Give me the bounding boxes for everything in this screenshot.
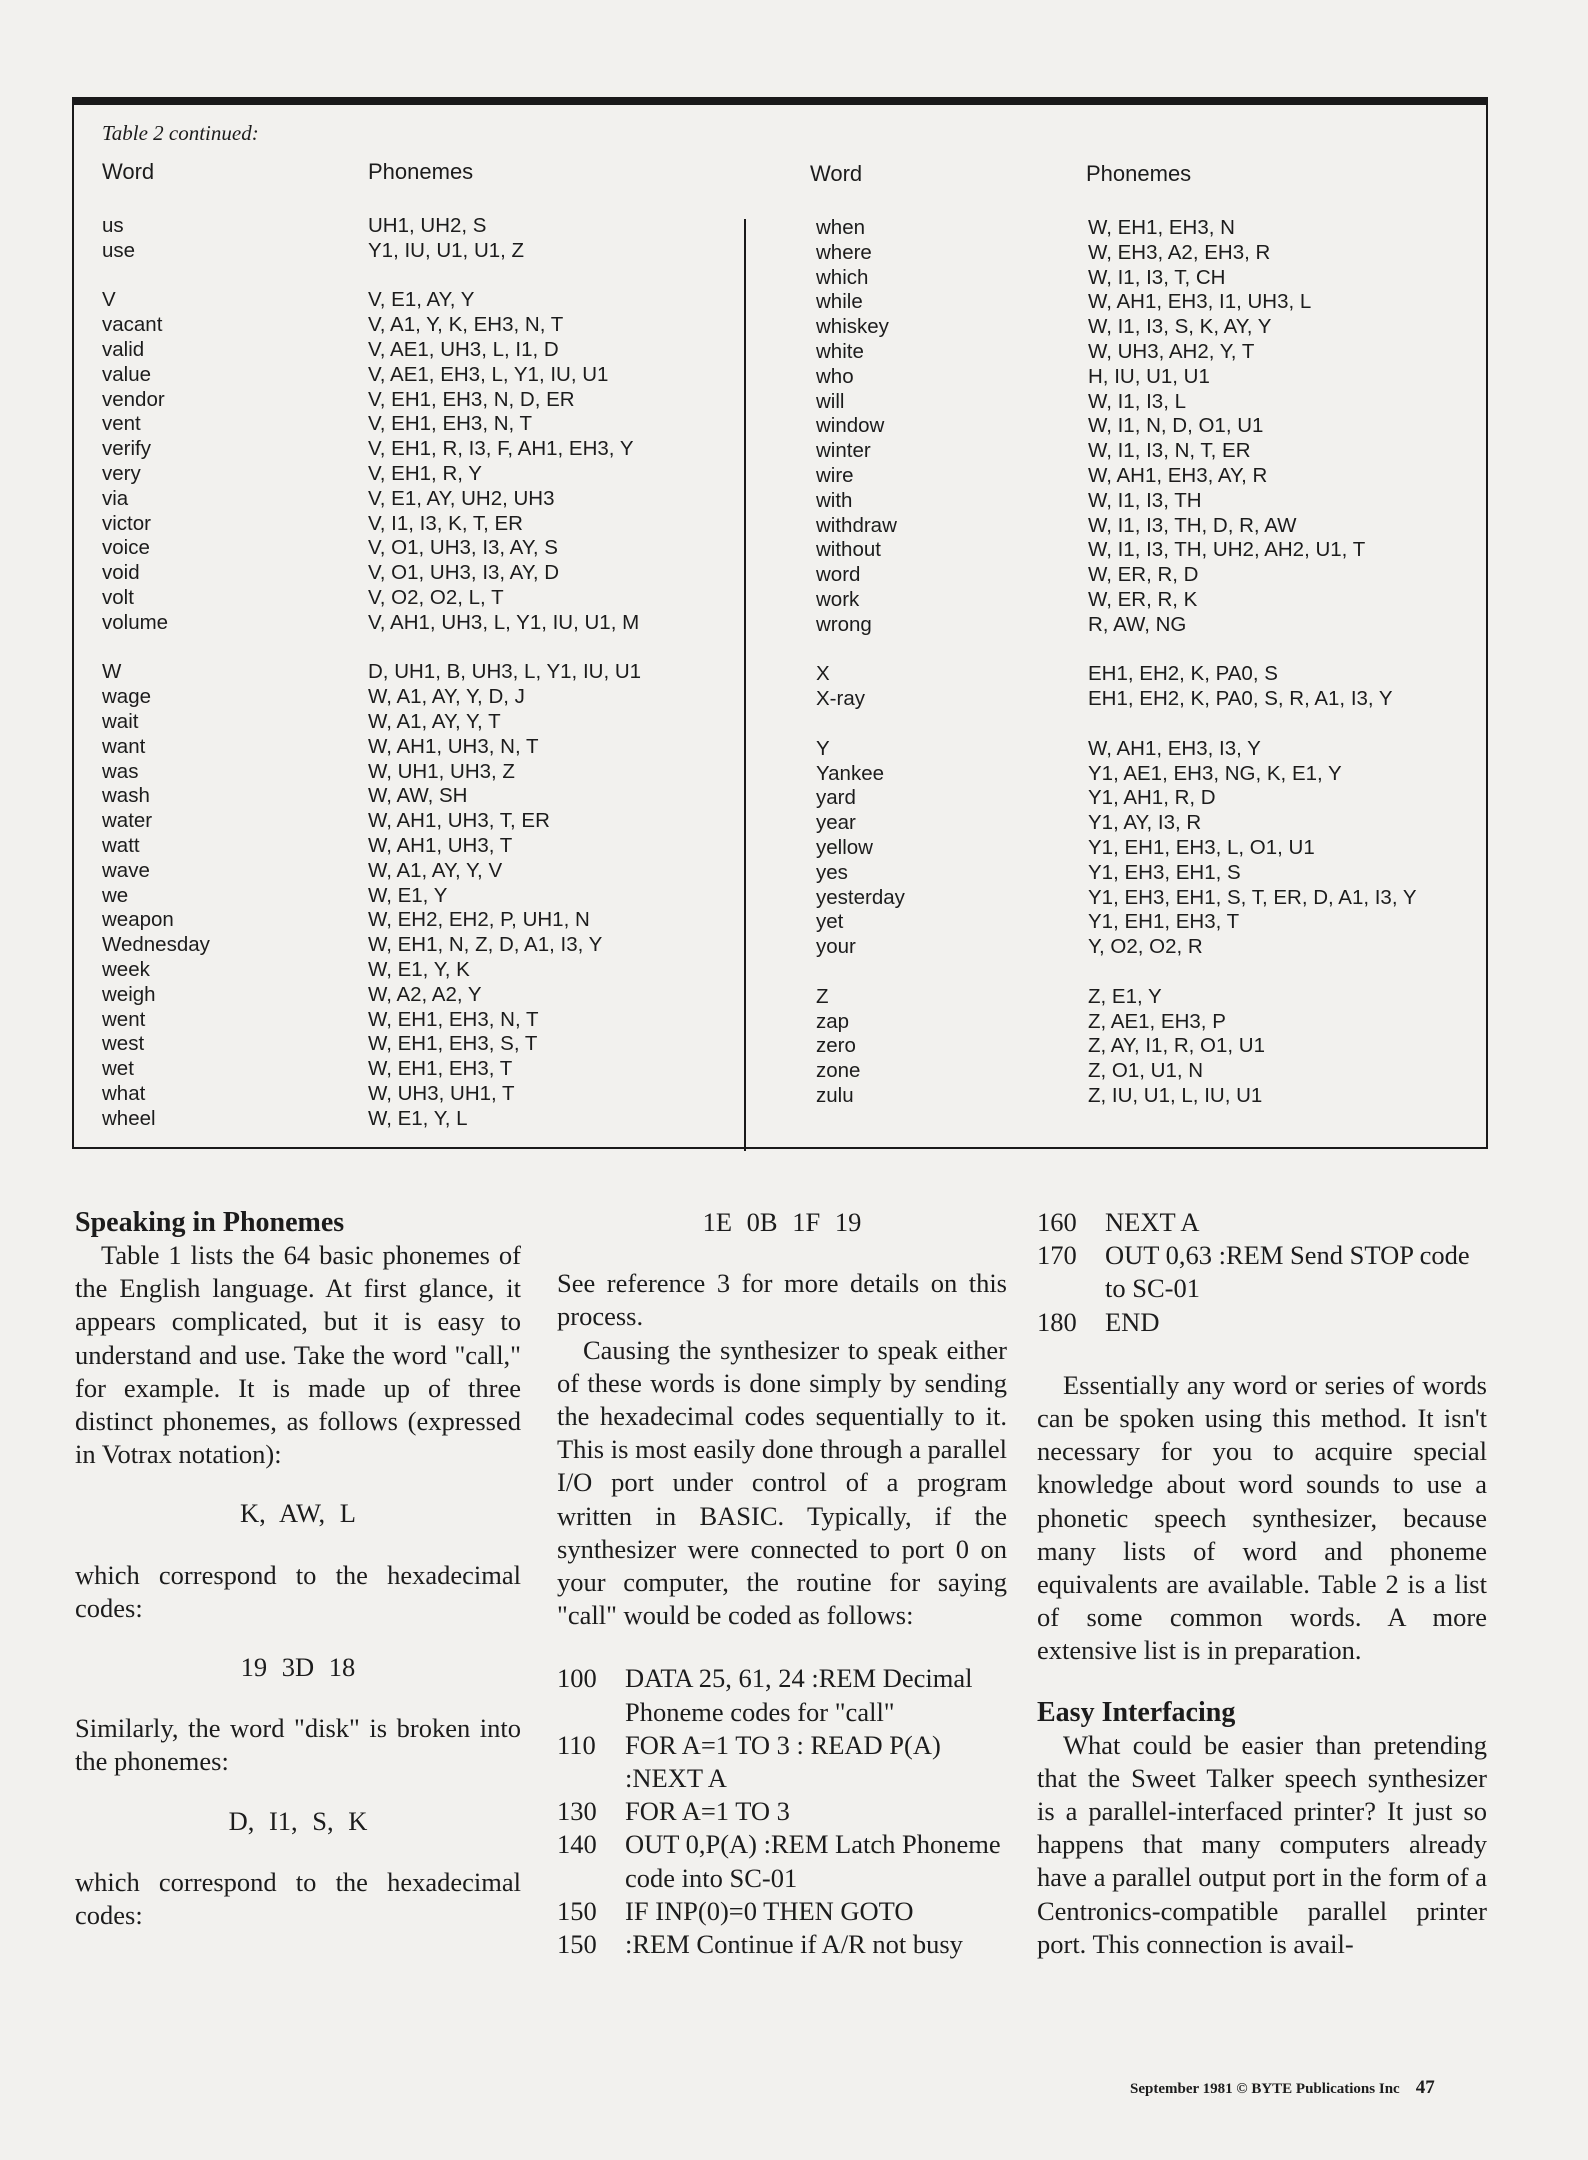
table-word: work	[816, 587, 860, 611]
table-phonemes: V, EH1, EH3, N, T	[368, 412, 533, 436]
table-phonemes: Y1, AE1, EH3, NG, K, E1, Y	[1088, 761, 1342, 785]
table-phonemes: W, ER, R, D	[1088, 563, 1199, 587]
table-word: white	[816, 339, 864, 363]
table-word: which	[816, 265, 869, 289]
group-spacer	[368, 264, 641, 289]
paragraph: Causing the synthesizer to speak either of these words is done simply by sending the hexadecimal codes sequentially to it. This is most easily done through a parallel I/O port under control of a program written in BASIC. Typically, if the synthesizer were connected to port 0 on your computer, the routine for saying "call" would be coded as follows:	[557, 1334, 1007, 1631]
table-word: void	[102, 561, 140, 585]
table-phonemes: Y1, EH3, EH1, S, T, ER, D, A1, I3, Y	[1088, 885, 1417, 909]
code-line	[557, 1828, 1007, 1894]
table-phonemes: W, AH1, EH3, I3, Y	[1088, 736, 1261, 760]
table-word: Z	[816, 984, 829, 1008]
table-word: what	[102, 1081, 146, 1105]
table-word: wave	[102, 858, 150, 882]
paragraph: which correspond to the hexadecimal codes:	[75, 1866, 521, 1931]
table-phonemes: V, EH1, R, Y	[368, 461, 482, 485]
table-word: year	[816, 811, 856, 835]
table-word: whiskey	[816, 315, 889, 339]
line-number: 110	[557, 1729, 596, 1760]
table-phonemes: Y1, EH1, EH3, T	[1088, 910, 1240, 934]
code-statement: FOR A=1 TO 3 : READ P(A) :NEXT A	[625, 1729, 941, 1794]
group-spacer	[102, 636, 210, 661]
group-spacer	[368, 636, 641, 661]
footer-credit: September 1981 © BYTE Publications Inc	[1130, 2081, 1400, 2097]
table-phonemes: V, AE1, UH3, L, I1, D	[368, 337, 559, 361]
table-word: verify	[102, 437, 151, 461]
table-word: vent	[102, 412, 141, 436]
page-footer	[1130, 2077, 1435, 2099]
table-phonemes: W, I1, I3, TH	[1088, 488, 1202, 512]
table-phonemes: W, I1, N, D, O1, U1	[1088, 414, 1264, 438]
group-spacer	[816, 960, 905, 985]
table-word: zap	[816, 1009, 850, 1033]
line-number: 130	[557, 1796, 597, 1827]
table-phonemes: W, I1, I3, TH, UH2, AH2, U1, T	[1088, 538, 1366, 562]
code-statement: OUT 0,P(A) :REM Latch Phoneme code into SC-01	[625, 1829, 1001, 1893]
paragraph: Table 1 lists the 64 basic phonemes of the English language. At first glance, it appears complicated, but it is easy to understand and use. Take the word "call," for example. It is made up of three distinct phonemes, as follows (expressed in Votrax notation):	[75, 1240, 521, 1470]
article-column-3	[1037, 1206, 1487, 1961]
table-phonemes: W, EH1, EH3, N	[1088, 216, 1235, 239]
table-word: zone	[816, 1059, 861, 1083]
hex-example: 1E 0B 1F 19	[702, 1207, 862, 1237]
table-word: while	[816, 290, 863, 314]
table-word: wet	[102, 1057, 134, 1081]
table-word: wash	[102, 784, 150, 808]
table-phonemes: Z, IU, U1, L, IU, U1	[1088, 1083, 1263, 1107]
table-word: went	[102, 1007, 146, 1031]
paragraph: See reference 3 for more details on this process.	[557, 1268, 1007, 1332]
line-number: 100	[557, 1663, 597, 1694]
line-number: 150	[557, 1895, 597, 1926]
table-phonemes: V, E1, AY, UH2, UH3	[368, 486, 555, 510]
table-word: wire	[816, 463, 854, 487]
page-number: 47	[1415, 2077, 1435, 2098]
table-word: word	[816, 563, 861, 587]
phoneme-table	[72, 97, 1488, 1149]
table-phonemes: W, EH1, EH3, T	[368, 1057, 513, 1081]
paragraph: Similarly, the word "disk" is broken into the phonemes:	[75, 1713, 521, 1777]
right-phoneme-column	[1088, 216, 1417, 1109]
table-word: X	[816, 662, 830, 686]
table-word: us	[102, 214, 124, 237]
table-word: when	[816, 216, 866, 239]
table-word: wait	[102, 709, 139, 733]
table-word: where	[816, 240, 872, 264]
table-phonemes: W, I1, I3, L	[1088, 389, 1186, 413]
code-line	[557, 1729, 1007, 1795]
table-word: winter	[816, 439, 871, 463]
table-phonemes: W, E1, Y, K	[368, 957, 470, 981]
table-phonemes: V, I1, I3, K, T, ER	[368, 511, 523, 535]
phoneme-example: D, I1, S, K	[228, 1805, 368, 1836]
code-statement: NEXT A	[1105, 1207, 1200, 1237]
table-word: Wednesday	[102, 933, 210, 957]
table-word: voice	[102, 536, 150, 560]
code-statement: END	[1105, 1306, 1160, 1337]
article-column-1	[75, 1206, 521, 1932]
table-phonemes: W, AH1, UH3, T, ER	[368, 809, 550, 833]
table-word: Yankee	[816, 761, 885, 785]
table-phonemes: Y1, EH1, EH3, L, O1, U1	[1088, 835, 1315, 859]
table-phonemes: V, O2, O2, L, T	[368, 585, 504, 609]
table-phonemes: W, I1, I3, N, T, ER	[1088, 439, 1251, 463]
line-number: 140	[557, 1829, 597, 1860]
code-line	[557, 1795, 1007, 1828]
code-line	[557, 1662, 1007, 1728]
section-heading-interfacing: Easy Interfacing	[1037, 1696, 1236, 1728]
table-word: yes	[816, 860, 848, 884]
table-word: volume	[102, 610, 169, 634]
table-phonemes: Z, E1, Y	[1088, 984, 1162, 1008]
table-word: watt	[102, 833, 140, 857]
table-phonemes: Y1, AH1, R, D	[1088, 786, 1216, 810]
table-phonemes: W, AW, SH	[368, 784, 468, 808]
table-phonemes: V, EH1, R, I3, F, AH1, EH3, Y	[368, 437, 634, 461]
table-phonemes: W, A1, AY, Y, D, J	[368, 685, 525, 709]
table-word: value	[102, 362, 152, 386]
table-word: yellow	[816, 835, 873, 859]
table-phonemes: V, A1, Y, K, EH3, N, T	[368, 313, 564, 337]
table-phonemes: W, EH2, EH2, P, UH1, N	[368, 908, 590, 932]
line-number: 170	[1037, 1240, 1077, 1271]
table-word: who	[816, 364, 854, 388]
code-line	[557, 1928, 1007, 1961]
table-word: wheel	[102, 1106, 156, 1130]
table-phonemes: UH1, UH2, S	[368, 214, 487, 237]
left-word-column	[102, 214, 210, 1131]
table-phonemes: W, AH1, EH3, I1, UH3, L	[1088, 290, 1312, 314]
table-phonemes: W, E1, Y, L	[368, 1106, 468, 1130]
code-statement: :REM Continue if A/R not busy	[625, 1929, 963, 1960]
table-phonemes: W, UH3, AH2, Y, T	[1088, 339, 1255, 363]
table-word: zulu	[816, 1083, 854, 1107]
table-word: wrong	[816, 612, 872, 636]
table-phonemes: Y1, IU, U1, U1, Z	[368, 238, 525, 262]
table-word: withdraw	[816, 513, 897, 537]
basic-code-listing	[557, 1662, 1007, 1961]
table-phonemes: W, UH1, UH3, Z	[368, 759, 515, 783]
table-phonemes: Y1, AY, I3, R	[1088, 811, 1202, 835]
table-word: V	[102, 288, 116, 312]
paragraph: which correspond to the hexadecimal codes:	[75, 1559, 521, 1623]
table-phonemes: W, A2, A2, Y	[368, 982, 482, 1006]
table-word: W	[102, 660, 122, 684]
table-word: we	[102, 883, 129, 907]
table-phonemes: W, A1, AY, Y, T	[368, 709, 501, 733]
line-number: 150	[557, 1929, 597, 1960]
table-phonemes: W, EH1, N, Z, D, A1, I3, Y	[368, 933, 603, 957]
paragraph: Essentially any word or series of words can be spoken using this method. It isn't necessary for you to acquire special knowledge about word sounds to use a phonetic speech synthesizer, because many lists of word and phoneme equivalents are available. Table 2 is a list of some common words. A more extensive list is in preparation.	[1037, 1369, 1487, 1666]
header-word-right: Word	[810, 161, 863, 186]
header-phonemes-left: Phonemes	[368, 159, 474, 184]
table-phonemes: V, O1, UH3, I3, AY, S	[368, 536, 558, 560]
table-phonemes: V, AH1, UH3, L, Y1, IU, U1, M	[368, 610, 640, 634]
table-phonemes: V, E1, AY, Y	[368, 288, 475, 312]
table-phonemes: W, UH3, UH1, T	[368, 1081, 515, 1105]
table-phonemes: Y1, EH3, EH1, S	[1088, 860, 1241, 884]
table-word: weigh	[102, 982, 156, 1006]
line-number: 160	[1037, 1207, 1077, 1237]
table-word: was	[102, 759, 139, 783]
table-phonemes: Z, AE1, EH3, P	[1088, 1009, 1226, 1033]
table-word: your	[816, 935, 856, 959]
table-word: weapon	[102, 908, 174, 932]
table-phonemes: R, AW, NG	[1088, 612, 1187, 636]
table-phonemes: W, ER, R, K	[1088, 587, 1198, 611]
code-statement: FOR A=1 TO 3	[625, 1796, 790, 1827]
table-word: yard	[816, 786, 856, 810]
table-phonemes: W, EH3, A2, EH3, R	[1088, 240, 1271, 264]
table-phonemes: Y, O2, O2, R	[1088, 935, 1203, 959]
table-phonemes: W, E1, Y	[368, 883, 448, 907]
table-word: week	[102, 957, 150, 981]
code-statement: OUT 0,63 :REM Send STOP code to SC-01	[1105, 1240, 1470, 1304]
table-phonemes: D, UH1, B, UH3, L, Y1, IU, U1	[368, 660, 642, 684]
table-phonemes: W, AH1, UH3, T	[368, 833, 513, 857]
table-phonemes: W, EH1, EH3, N, T	[368, 1007, 539, 1031]
hex-example: 19 3D 18	[240, 1652, 356, 1683]
header-word-left: Word	[102, 159, 155, 184]
group-spacer	[1088, 638, 1417, 663]
code-line	[1037, 1239, 1487, 1305]
code-line	[557, 1895, 1007, 1928]
table-word: with	[816, 488, 853, 512]
table-word: west	[102, 1032, 145, 1056]
code-line	[1037, 1306, 1487, 1339]
code-statement: DATA 25, 61, 24 :REM Decimal Phoneme codes for "call"	[625, 1663, 973, 1727]
table-word: want	[102, 734, 146, 758]
table-word: without	[816, 538, 881, 562]
table-phonemes: H, IU, U1, U1	[1088, 364, 1210, 388]
table-phonemes: W, AH1, UH3, N, T	[368, 734, 539, 758]
table-word: water	[102, 809, 153, 833]
table-phonemes: V, EH1, EH3, N, D, ER	[368, 387, 575, 411]
table-word: vendor	[102, 387, 165, 411]
table-word: will	[816, 389, 845, 413]
right-word-column	[816, 216, 905, 1109]
article-column-2	[557, 1206, 1007, 1961]
table-phonemes: Z, O1, U1, N	[1088, 1059, 1204, 1083]
table-phonemes: EH1, EH2, K, PA0, S, R, A1, I3, Y	[1088, 687, 1393, 711]
table-word: very	[102, 461, 141, 485]
table-phonemes: W, I1, I3, T, CH	[1088, 265, 1226, 289]
group-spacer	[816, 712, 905, 737]
table-word: X-ray	[816, 687, 865, 711]
code-line	[1037, 1206, 1487, 1239]
left-phoneme-column	[368, 214, 641, 1131]
table-phonemes: W, I1, I3, S, K, AY, Y	[1088, 315, 1272, 339]
paragraph: What could be easier than pretending that the Sweet Talker speech synthesizer is a parallel-interfaced printer? It just so happens that many computers already have a parallel output port in the form of a Centronics-compatible parallel printer port. This connection is avail-	[1037, 1729, 1487, 1959]
table-phonemes: V, O1, UH3, I3, AY, D	[368, 561, 560, 585]
table-phonemes: W, I1, I3, TH, D, R, AW	[1088, 513, 1297, 537]
table-phonemes: Z, AY, I1, R, O1, U1	[1088, 1034, 1265, 1058]
line-number: 180	[1037, 1306, 1077, 1337]
table-word: victor	[102, 511, 151, 535]
phoneme-example: K, AW, L	[240, 1498, 356, 1529]
column-divider	[744, 219, 746, 1151]
table-phonemes: W, A1, AY, Y, V	[368, 858, 503, 882]
table-word: yet	[816, 910, 844, 934]
table-word: Y	[816, 736, 830, 760]
table-phonemes: V, AE1, EH3, L, Y1, IU, U1	[368, 362, 609, 386]
table-word: use	[102, 238, 136, 262]
group-spacer	[102, 264, 210, 289]
group-spacer	[1088, 712, 1417, 737]
table-phonemes: W, EH1, EH3, S, T	[368, 1032, 538, 1056]
group-spacer	[1088, 960, 1417, 985]
table-caption: Table 2 continued:	[102, 121, 259, 145]
table-word: wage	[102, 685, 152, 709]
code-statement: IF INP(0)=0 THEN GOTO	[625, 1895, 914, 1926]
table-word: yesterday	[816, 885, 905, 909]
table-word: zero	[816, 1034, 856, 1058]
table-word: volt	[102, 585, 134, 609]
table-word: via	[102, 486, 129, 510]
header-phonemes-right: Phonemes	[1086, 161, 1192, 186]
table-word: vacant	[102, 313, 163, 337]
table-word: valid	[102, 337, 145, 361]
table-phonemes: EH1, EH2, K, PA0, S	[1088, 662, 1278, 686]
group-spacer	[816, 638, 905, 663]
section-heading-speaking: Speaking in Phonemes	[75, 1207, 345, 1238]
basic-code-listing	[1037, 1206, 1487, 1339]
table-phonemes: W, AH1, EH3, AY, R	[1088, 463, 1268, 487]
table-word: window	[816, 414, 885, 438]
